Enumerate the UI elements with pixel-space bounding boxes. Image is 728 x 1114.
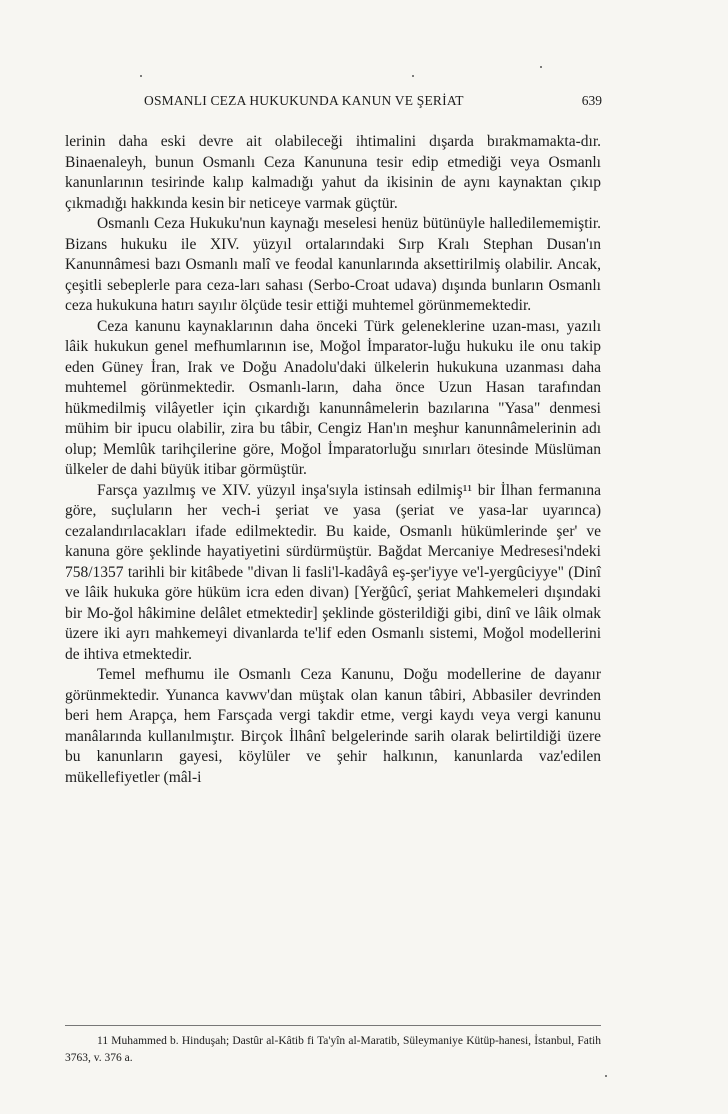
page-number: 639 xyxy=(581,93,602,108)
paper-speck xyxy=(540,66,542,68)
footnote-text: Muhammed b. Hinduşah; Dastûr al-Kâtib fi Ta'yîn al-Maratib, Süleymaniye Kütüp-hanesi, İstanbul, Fatih 3763, v. 376 a. xyxy=(65,1035,601,1064)
paragraph-1: lerinin daha eski devre ait olabileceği ihtimalini dışarda bırakmamakta-dır. Binaenaleyh, bunun Osmanlı Ceza Kanununa tesir edip etmediği veya Osmanlı kanunlarının tesirinde kalıp kalmadığı yahut da ikisinin de aynı kaynaktan çıkıp çıkmadığı hakkında kesin bir neticeye varmak güçtür. xyxy=(65,133,601,212)
footnote-divider xyxy=(65,1025,601,1026)
paragraph-5: Temel mefhumu ile Osmanlı Ceza Kanunu, Doğu modellerine de dayanır görünmektedir. Yunanca kavwv'dan müştak olan kanun tâbiri, Abbasiler devrinden beri hem Arapça, hem Farsçada vergi takdir etme, vergi kaydı veya vergi kanunu manâlarında kullanılmıştır. Birçok İlhânî belgelerinde sarih olarak belirtildiği üzere bu kanunların gayesi, köylüler ve şehir halkının, kanunlarda vaz'edilen mükellefiyetler (mâl-i xyxy=(65,666,601,786)
page-header xyxy=(128,93,602,113)
footnote-number: 11 xyxy=(97,1035,109,1047)
paragraph-4: Farsça yazılmış ve XIV. yüzyıl inşa'sıyla istinsah edilmiş¹¹ bir İlhan fermanına göre, suçluların her vech-i şeriat ve yasa (şeriat ve yasa-lar uyarınca) cezalandırılacakları ifade edilmektedir. Bu kaide, Osmanlı hükümlerinde şer' ve kanuna göre şeklinde hayatiyetini sürdürmüştür. Bağdat Mercaniye Medresesi'ndeki 758/1357 tarihli bir kitâbede "divan li fasli'l-kadâyâ eş-şer'iyye ve'l-yergûciyye" (Dinî ve lâik hukuka göre hüküm icra eden divan) [Yerğûcî, şeriat Mahkemeleri dışındaki bir Mo-ğol hâkimine delâlet etmektedir] şeklinde gösterildiği gibi, dinî ve lâik olmak üzere iki ayrı mahkemeyi divanlarda te'lif eden Osmanlı sistemi, Moğol modellerini de ihtiva etmektedir. xyxy=(65,481,601,663)
paper-speck xyxy=(412,75,414,77)
running-head: OSMANLI CEZA HUKUKUNDA KANUN VE ŞERİAT xyxy=(144,93,464,108)
paragraph-3: Ceza kanunu kaynaklarının daha önceki Türk geleneklerine uzan-ması, yazılı lâik hukukun genel mefhumlarının ise, Moğol İmparator-luğu hukuku ile onu takip eden Güney İran, Irak ve Doğu Anadolu'daki ülkelerin hukukuna uzanması daha muhtemel görünmektedir. Osmanlı-ların, daha önce Uzun Hasan tarafından hükmedilmiş vilâyetler için çıkardığı kanunnâmelerin bazılarına "Yasa" denmesi mühim bir ipucu olabilir, zira bu tâbir, Cengiz Han'ın meşhur kanunnâmelerinin adı olup; Memlûk tarihçilerine göre, Moğol İmparatorluğu sınırları ötesinde Müslüman ülkeler de dahi büyük itibar görmüştür. xyxy=(65,317,601,478)
paper-speck xyxy=(140,75,142,77)
paragraph-2: Osmanlı Ceza Hukuku'nun kaynağı meselesi henüz bütünüyle halledilememiştir. Bizans hukuku ile XIV. yüzyıl ortalarındaki Sırp Kralı Stephan Dusan'ın Kanunnâmesi bazı Osmanlı malî ve feodal kanunlarında aksettirilmiş olabilir. Ancak, çeşitli sebeplerle para ceza-ları sahası (Serbo-Croat udava) dışında bunların Osmanlı ceza hukukuna hatırı sayılır ölçüde tesir ettiği muhtemel görünmemektedir. xyxy=(65,215,601,314)
footnote xyxy=(65,1033,601,1067)
body-text xyxy=(65,132,601,788)
paper-speck xyxy=(605,1075,607,1077)
